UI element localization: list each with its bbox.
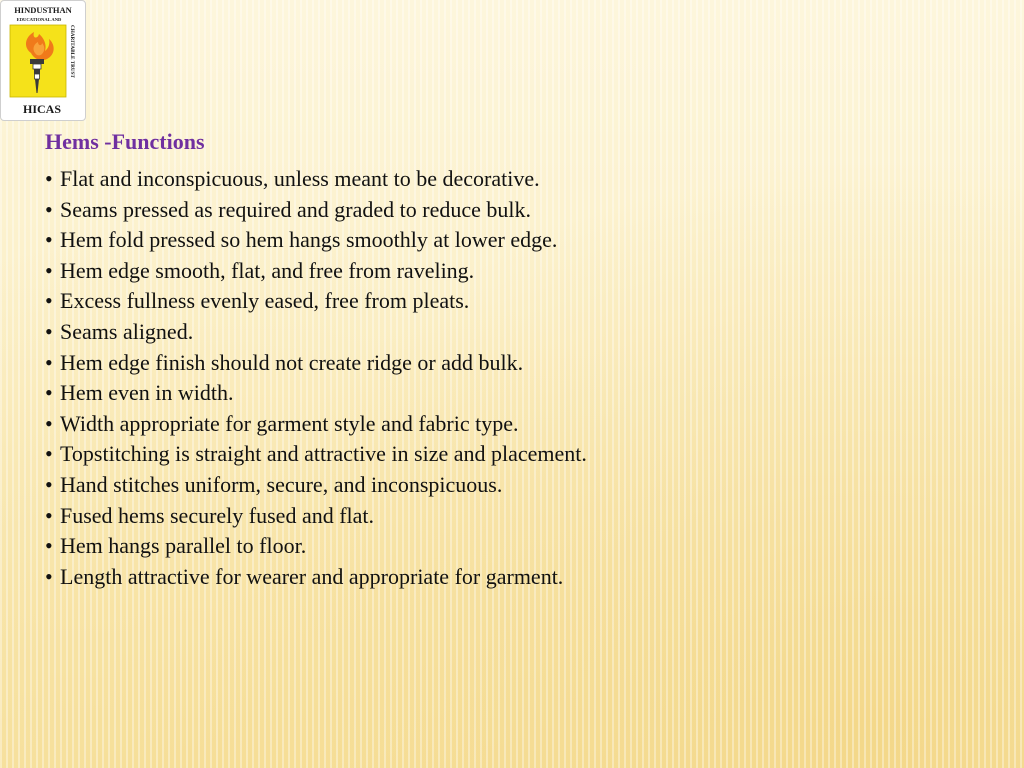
list-item-text: Hem fold pressed so hem hangs smoothly at lower edge.	[60, 227, 558, 253]
bullet-marker: •	[45, 196, 53, 222]
bullet-marker: •	[45, 410, 53, 436]
list-item	[45, 195, 1005, 226]
bullet-marker: •	[45, 533, 53, 559]
logo-abbr: HICAS	[22, 102, 62, 116]
logo-graphic	[1, 1, 85, 120]
slide-content	[45, 128, 1005, 592]
bullet-marker: •	[45, 471, 53, 497]
bullet-marker: •	[45, 166, 53, 191]
list-item-text: Hem even in width.	[60, 380, 234, 406]
bullet-marker: •	[45, 318, 53, 344]
bullet-marker: •	[45, 380, 53, 406]
bullet-marker: •	[45, 502, 53, 528]
bullet-marker: •	[45, 441, 53, 467]
institution-logo	[0, 0, 86, 121]
list-item-text: Fused hems securely fused and flat.	[60, 502, 375, 528]
list-item-text: Length attractive for wearer and appropriate for garment.	[60, 563, 564, 589]
bullet-list	[45, 164, 1005, 592]
bullet-marker: •	[45, 288, 53, 314]
list-item	[45, 439, 1005, 470]
bullet-marker: •	[45, 563, 53, 589]
list-item	[45, 164, 1005, 195]
list-item	[45, 348, 1005, 379]
bullet-marker: •	[45, 227, 53, 253]
list-item	[45, 470, 1005, 501]
logo-side-text: CHARITABLE TRUST	[69, 25, 75, 78]
list-item-text: Seams pressed as required and graded to reduce bulk.	[60, 196, 532, 222]
list-item	[45, 286, 1005, 317]
list-item	[45, 409, 1005, 440]
logo-line2: EDUCATIONAL AND	[16, 17, 62, 22]
list-item	[45, 531, 1005, 562]
logo-line1: HINDUSTHAN	[14, 5, 72, 15]
list-item-text: Topstitching is straight and attractive in size and placement.	[60, 441, 587, 467]
bullet-marker: •	[45, 349, 53, 375]
list-item-text: Seams aligned.	[60, 318, 194, 344]
slide-title: Hems -Functions	[45, 129, 205, 154]
list-item-text: Hand stitches uniform, secure, and inconspicuous.	[60, 471, 503, 497]
list-item	[45, 317, 1005, 348]
list-item	[45, 501, 1005, 532]
list-item	[45, 225, 1005, 256]
list-item-text: Width appropriate for garment style and fabric type.	[60, 410, 519, 436]
list-item-text: Flat and inconspicuous, unless meant to be decorative.	[60, 166, 540, 191]
list-item-text: Excess fullness evenly eased, free from pleats.	[60, 288, 470, 314]
list-item	[45, 378, 1005, 409]
list-item-text: Hem edge finish should not create ridge or add bulk.	[60, 349, 524, 375]
list-item	[45, 256, 1005, 287]
list-item	[45, 562, 1005, 593]
bullet-marker: •	[45, 257, 53, 283]
list-item-text: Hem hangs parallel to floor.	[60, 533, 307, 559]
list-item-text: Hem edge smooth, flat, and free from raveling.	[60, 257, 475, 283]
